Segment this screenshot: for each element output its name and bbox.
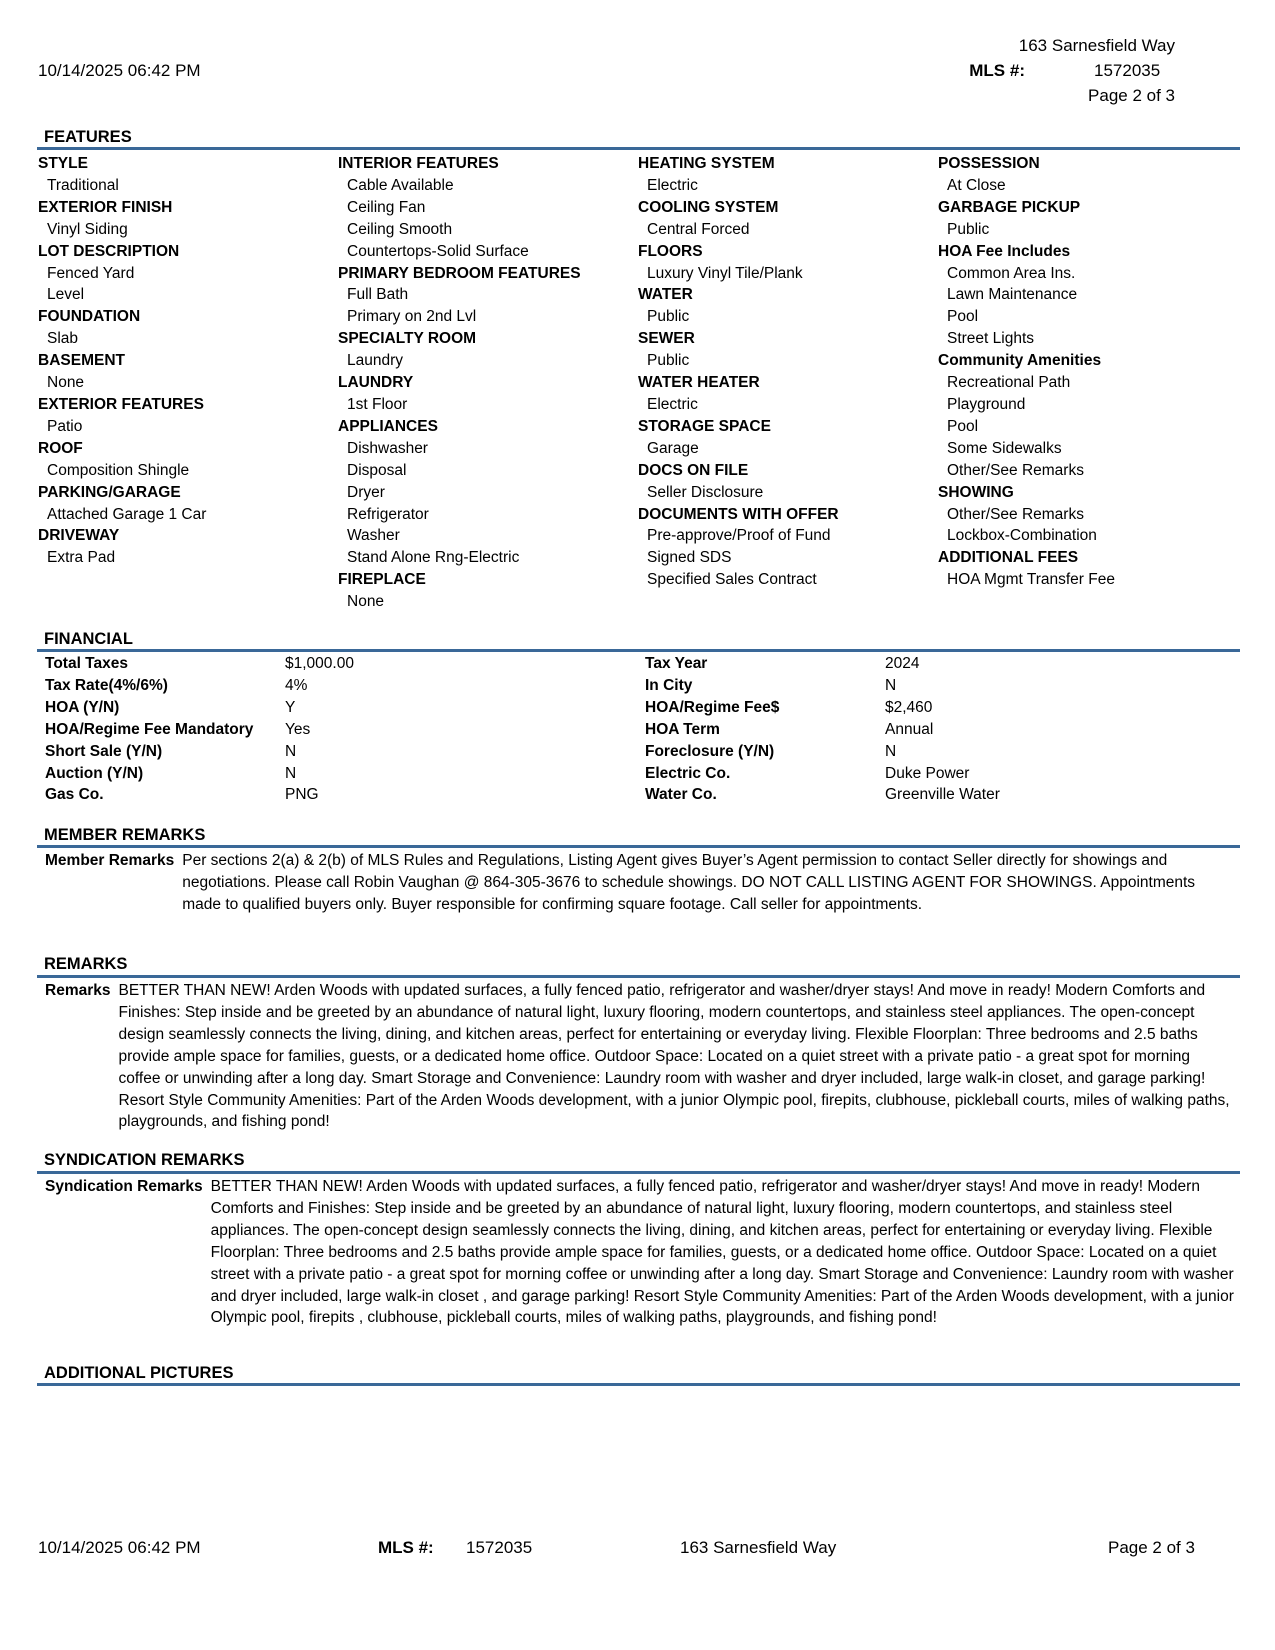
feature-label: DRIVEWAY [38, 527, 120, 545]
feature-label: LAUNDRY [338, 374, 414, 392]
feature-label: Community Amenities [938, 352, 1102, 370]
financial-rule [37, 649, 1240, 652]
feature-value: Fenced Yard [47, 264, 135, 282]
features-column [338, 153, 628, 613]
features-rule [37, 147, 1240, 150]
financial-field-value: 2024 [885, 655, 920, 672]
feature-value: Pre-approve/Proof of Fund [647, 527, 831, 545]
feature-value: Lockbox-Combination [947, 527, 1097, 545]
feature-value: Luxury Vinyl Tile/Plank [647, 264, 803, 282]
remarks-text: BETTER THAN NEW! Arden Woods with updated surfaces, a fully fenced patio, refrigerator and washer/dryer stays! And move in ready! Modern Comforts and Finishes: Step inside and be greeted by an abundance of natural light, luxury flooring, modern countertops, and stainless steel appliances. The open-concept design seamlessly connects the living, dining, and kitchen areas, perfect for entertaining or everyday living. Flexible Floorplan: Three bedrooms and 2.5 baths provide ample space for families, guests, or a dedicated home office. Outdoor Space: Located on a quiet street with a private patio - a great spot for morning coffee or unwinding after a long day. Smart Storage and Convenience: Laundry room with washer and dryer included, large walk-in closet, and garage parking! Resort Style Community Amenities: Part of the Arden Woods development, with a junior Olympic pool, firepits, clubhouse, pickleball courts, miles of walking paths, playgrounds, and fishing pond! [118, 982, 1230, 1131]
financial-row [645, 741, 1185, 763]
remarks-label: Remarks [45, 982, 111, 999]
financial-field-value: Duke Power [885, 764, 970, 782]
header-mls-number: 1572035 [1094, 61, 1161, 80]
financial-row [45, 653, 585, 675]
feature-value: Cable Available [347, 176, 454, 194]
financial-field-label: Auction (Y/N) [45, 764, 144, 782]
syndication-remarks-text: BETTER THAN NEW! Arden Woods with updated surfaces, a fully fenced patio, refrigerator and washer/dryer stays! And move in ready! Modern Comforts and Finishes: Step inside and be greeted by an abundance of natural light, luxury flooring, modern countertops, and stainless steel appliances. The open-concept design seamlessly connects the living, dining, and kitchen areas, perfect for entertaining or everyday living. Flexible Floorplan: Three bedrooms and 2.5 baths provide ample space for families, guests, or a dedicated home office. Outdoor Space: Located on a quiet street with a private patio - a great spot for morning coffee or unwinding after a long day. Smart Storage and Convenience: Laundry room with washer and dryer included, large walk-in closet , and garage parking! Resort Style Community Amenities: Part of the Arden Woods development, with a junior Olympic pool, firepits , clubhouse, pickleball courts, miles of walking paths, playgrounds, and fishing pond! [210, 1178, 1234, 1327]
features-column [38, 153, 328, 569]
financial-field-value: $1,000.00 [285, 655, 354, 672]
feature-value: Playground [947, 395, 1026, 413]
financial-field-value: N [885, 676, 897, 694]
member-remarks-block [45, 850, 1235, 916]
feature-value: Slab [47, 330, 79, 348]
feature-value: None [47, 374, 85, 392]
financial-field-label: In City [645, 676, 693, 694]
features-title: FEATURES [44, 128, 132, 146]
feature-label: GARBAGE PICKUP [938, 198, 1081, 216]
feature-value: Disposal [347, 461, 407, 479]
financial-field-label: Electric Co. [645, 764, 731, 782]
feature-label: APPLIANCES [338, 417, 438, 435]
feature-value: Composition Shingle [47, 461, 190, 479]
feature-value: Level [47, 286, 85, 304]
feature-value: Public [947, 220, 990, 238]
financial-row [645, 697, 1185, 719]
feature-label: INTERIOR FEATURES [338, 155, 499, 172]
feature-value: Dryer [347, 483, 385, 501]
header-mls-label: MLS #: [969, 61, 1025, 80]
feature-label: FLOORS [638, 242, 703, 260]
member-remarks-title: MEMBER REMARKS [44, 826, 206, 844]
financial-field-label: Short Sale (Y/N) [45, 742, 163, 760]
financial-field-label: Tax Year [645, 655, 708, 672]
financial-field-label: Gas Co. [45, 786, 104, 804]
financial-row [45, 697, 585, 719]
remarks-block [45, 980, 1235, 1133]
remarks-title: REMARKS [44, 955, 128, 973]
feature-label: POSSESSION [938, 155, 1040, 172]
feature-value: Refrigerator [347, 505, 429, 523]
feature-value: Public [647, 308, 690, 326]
footer-page-number: Page 2 of 3 [1108, 1538, 1195, 1557]
feature-value: 1st Floor [347, 395, 408, 413]
features-column [938, 153, 1228, 591]
feature-value: Public [647, 352, 690, 370]
feature-label: SPECIALTY ROOM [338, 330, 477, 348]
financial-field-value: Greenville Water [885, 786, 1000, 804]
feature-value: Signed SDS [647, 549, 732, 567]
feature-value: Primary on 2nd Lvl [347, 308, 477, 326]
feature-label: EXTERIOR FINISH [38, 198, 173, 216]
feature-value: Laundry [347, 352, 404, 370]
footer-mls-label: MLS #: [378, 1538, 434, 1557]
syndication-remarks-block [45, 1176, 1235, 1329]
header-page-number: Page 2 of 3 [1088, 86, 1175, 105]
header-datetime: 10/14/2025 06:42 PM [38, 61, 201, 80]
financial-row [45, 784, 585, 806]
feature-value: Traditional [47, 176, 119, 194]
feature-label: BASEMENT [38, 352, 125, 370]
feature-label: PRIMARY BEDROOM FEATURES [338, 264, 581, 282]
feature-value: Central Forced [647, 220, 750, 238]
feature-value: Street Lights [947, 330, 1035, 348]
feature-value: Ceiling Smooth [347, 220, 453, 238]
feature-label: WATER HEATER [638, 374, 760, 392]
financial-field-value: N [285, 764, 297, 782]
feature-label: SHOWING [938, 483, 1014, 501]
feature-value: At Close [947, 176, 1006, 194]
member-remarks-label: Member Remarks [45, 852, 175, 869]
feature-value: Dishwasher [347, 439, 428, 457]
footer-mls-number: 1572035 [466, 1538, 533, 1557]
financial-title: FINANCIAL [44, 630, 133, 648]
feature-label: HEATING SYSTEM [638, 155, 775, 172]
financial-field-value: PNG [285, 786, 319, 804]
feature-label: WATER [638, 286, 693, 304]
financial-field-value: $2,460 [885, 698, 933, 716]
remarks-rule [37, 975, 1240, 978]
financial-field-value: N [885, 742, 897, 760]
feature-value: Washer [347, 527, 400, 545]
feature-value: Garage [647, 439, 699, 457]
financial-field-value: Yes [285, 720, 311, 738]
financial-field-label: Foreclosure (Y/N) [645, 742, 775, 760]
feature-value: Full Bath [347, 286, 409, 304]
feature-label: STYLE [38, 155, 88, 172]
financial-field-label: Tax Rate(4%/6%) [45, 676, 168, 694]
financial-field-value: Y [285, 698, 296, 716]
feature-value: Specified Sales Contract [647, 571, 817, 589]
additional-pictures-rule [37, 1383, 1240, 1386]
feature-value: Pool [947, 417, 979, 435]
feature-value: Electric [647, 395, 698, 413]
feature-value: Attached Garage 1 Car [47, 505, 207, 523]
feature-label: PARKING/GARAGE [38, 483, 181, 501]
syndication-remarks-rule [37, 1171, 1240, 1174]
feature-label: COOLING SYSTEM [638, 198, 779, 216]
feature-label: EXTERIOR FEATURES [38, 395, 204, 413]
financial-field-label: Water Co. [645, 786, 717, 804]
footer-datetime: 10/14/2025 06:42 PM [38, 1538, 201, 1557]
member-remarks-text: Per sections 2(a) & 2(b) of MLS Rules and Regulations, Listing Agent gives Buyer’s Agent permission to contact Seller directly for showings and negotiations. Please call Robin Vaughan @ 864-305-3676 to schedule showings. DO NOT CALL LISTING AGENT FOR SHOWINGS. Appointments made to qualified buyers only. Buyer responsible for confirming square footage. Call seller for appointments. [182, 852, 1196, 913]
feature-value: Stand Alone Rng-Electric [347, 549, 520, 567]
feature-label: DOCUMENTS WITH OFFER [638, 505, 839, 523]
features-column [638, 153, 928, 591]
feature-label: FIREPLACE [338, 571, 426, 589]
financial-right-table [645, 653, 1185, 806]
feature-value: Patio [47, 417, 83, 435]
financial-row [45, 741, 585, 763]
financial-field-label: HOA Term [645, 720, 720, 738]
feature-value: None [347, 593, 385, 611]
financial-row [645, 653, 1185, 675]
feature-value: Other/See Remarks [947, 505, 1084, 523]
feature-value: HOA Mgmt Transfer Fee [947, 571, 1115, 589]
footer-address: 163 Sarnesfield Way [680, 1538, 837, 1557]
financial-row [645, 719, 1185, 741]
syndication-remarks-title: SYNDICATION REMARKS [44, 1151, 245, 1169]
feature-value: Countertops-Solid Surface [347, 242, 529, 260]
feature-label: LOT DESCRIPTION [38, 242, 180, 260]
feature-value: Extra Pad [47, 549, 116, 567]
financial-field-label: HOA/Regime Fee Mandatory [45, 720, 254, 738]
feature-value: Vinyl Siding [47, 220, 128, 238]
feature-label: HOA Fee Includes [938, 242, 1071, 260]
feature-label: DOCS ON FILE [638, 461, 749, 479]
feature-value: Some Sidewalks [947, 439, 1062, 457]
feature-label: ADDITIONAL FEES [938, 549, 1079, 567]
financial-row [645, 675, 1185, 697]
feature-value: Other/See Remarks [947, 461, 1084, 479]
member-remarks-rule [37, 845, 1240, 848]
feature-value: Seller Disclosure [647, 483, 764, 501]
feature-label: SEWER [638, 330, 695, 348]
feature-value: Electric [647, 176, 698, 194]
feature-label: FOUNDATION [38, 308, 141, 326]
financial-field-label: Total Taxes [45, 655, 128, 672]
feature-value: Common Area Ins. [947, 264, 1076, 282]
feature-label: ROOF [38, 439, 83, 457]
header-address: 163 Sarnesfield Way [1018, 36, 1175, 55]
financial-field-label: HOA (Y/N) [45, 698, 120, 716]
financial-field-value: 4% [285, 676, 308, 694]
feature-value: Pool [947, 308, 979, 326]
financial-row [645, 763, 1185, 785]
feature-value: Recreational Path [947, 374, 1071, 392]
financial-field-value: N [285, 742, 297, 760]
financial-left-table [45, 653, 585, 806]
syndication-remarks-label: Syndication Remarks [45, 1178, 203, 1195]
financial-row [645, 784, 1185, 806]
additional-pictures-title: ADDITIONAL PICTURES [44, 1364, 234, 1382]
feature-label: STORAGE SPACE [638, 417, 771, 435]
financial-row [45, 675, 585, 697]
financial-row [45, 763, 585, 785]
feature-value: Lawn Maintenance [947, 286, 1078, 304]
financial-field-value: Annual [885, 720, 934, 738]
financial-row [45, 719, 585, 741]
financial-field-label: HOA/Regime Fee$ [645, 698, 780, 716]
feature-value: Ceiling Fan [347, 198, 426, 216]
